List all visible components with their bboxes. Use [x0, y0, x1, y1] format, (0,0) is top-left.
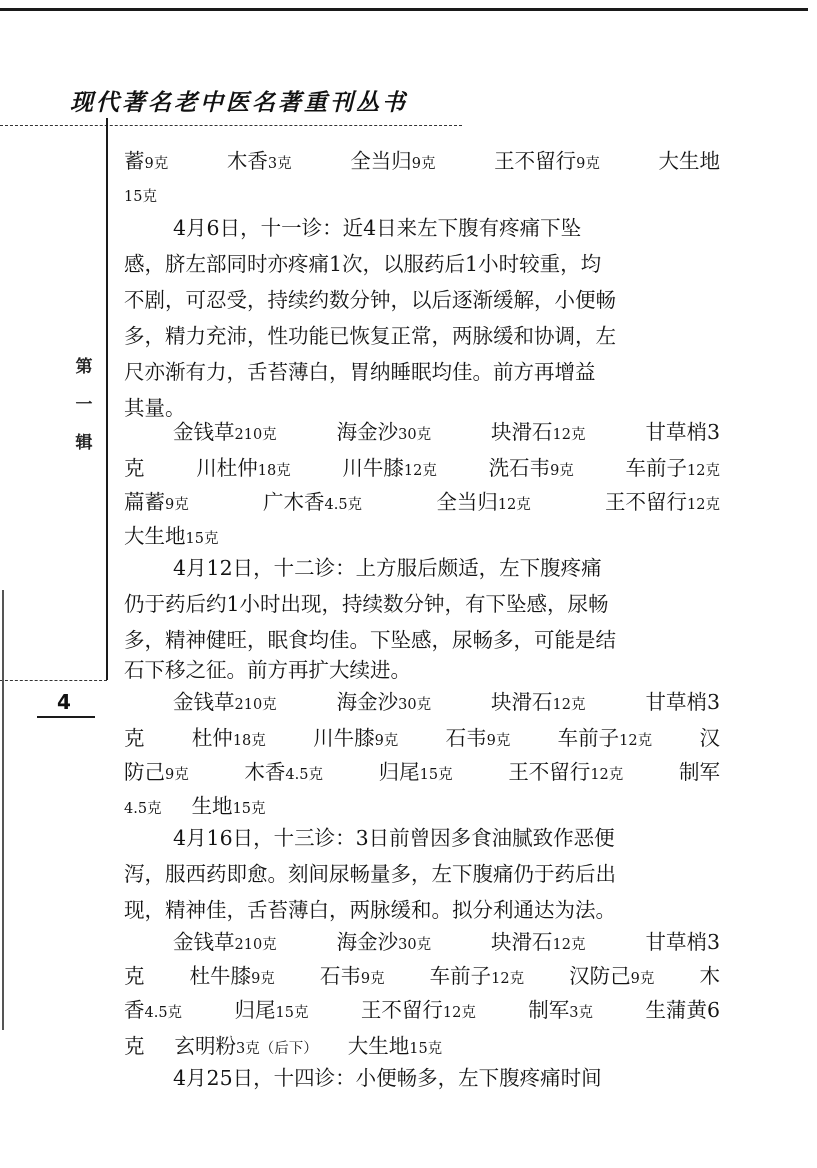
text-line	[124, 1028, 720, 1064]
text-line	[124, 652, 720, 688]
text-segment: 多，精神健旺，眠食均佳。下坠感，尿畅多，可能是结	[124, 628, 616, 652]
series-title: 现代著名老中医名著重刊丛书	[70, 89, 408, 116]
volume-label-char: 辑	[75, 433, 93, 453]
text-segment: 王不留行9克	[494, 149, 600, 173]
text-segment: 生蒲黄6	[645, 998, 720, 1022]
text-segment: 川牛膝12克	[342, 456, 437, 480]
text-segment: 木香4.5克	[244, 760, 323, 784]
margin-rule	[106, 126, 108, 680]
page-number-rule	[37, 716, 95, 718]
text-segment: 防己9克	[124, 760, 189, 784]
text-segment: 车前子12克	[429, 964, 525, 988]
text-segment: 木	[699, 964, 720, 988]
text-segment: 杜牛膝9克	[189, 964, 275, 988]
text-line	[124, 484, 720, 520]
text-segment: 不剧，可忍受，持续约数分钟，以后逐渐缓解，小便畅	[124, 288, 616, 312]
text-segment: 制军	[678, 760, 720, 784]
text-segment: 甘草梢3	[645, 420, 720, 444]
text-segment: 香4.5克	[124, 998, 183, 1022]
text-segment: 杜仲18克	[191, 726, 266, 750]
text-segment: 甘草梢3	[645, 690, 720, 714]
text-segment: 块滑石12克	[491, 690, 586, 714]
text-segment: 石下移之征。前方再扩大续进。	[124, 658, 411, 682]
text-line	[124, 720, 720, 756]
text-line	[124, 246, 720, 282]
text-segment: 克	[124, 964, 145, 988]
text-segment: 仍于药后约1小时出现，持续数分钟，有下坠感，尿畅	[124, 592, 609, 616]
text-segment: 川杜仲18克	[196, 456, 291, 480]
text-segment: 王不留行12克	[605, 490, 720, 514]
text-segment: 感，脐左部同时亦疼痛1次，以服药后1小时较重，均	[124, 252, 602, 276]
text-segment: 甘草梢3	[645, 930, 720, 954]
text-segment: 泻，服西药即愈。刻间尿畅量多，左下腹痛仍于药后出	[124, 862, 616, 886]
text-line	[124, 586, 720, 622]
text-line	[124, 754, 720, 790]
text-segment: 石韦9克	[319, 964, 385, 988]
text-line	[124, 282, 720, 318]
page-number: 4	[57, 690, 71, 714]
text-segment: 王不留行12克	[360, 998, 476, 1022]
page-edge	[2, 590, 4, 1030]
text-segment: 归尾15克	[234, 998, 309, 1022]
text-segment: 大生地	[658, 149, 720, 173]
text-segment: 海金沙30克	[336, 930, 432, 954]
text-segment: 金钱草210克	[173, 420, 277, 444]
text-segment: 4月25日，十四诊：小便畅多，左下腹疼痛时间	[173, 1066, 602, 1090]
dashed-divider-bottom	[0, 680, 107, 681]
text-segment: 大生地15克	[124, 524, 219, 548]
text-segment: 广木香4.5克	[263, 490, 363, 514]
text-line	[173, 550, 720, 586]
text-line	[124, 518, 720, 554]
text-segment: 木香3克	[226, 149, 292, 173]
text-segment: 全当归9克	[350, 149, 436, 173]
text-segment: 全当归12克	[436, 490, 531, 514]
volume-label	[72, 348, 96, 462]
text-segment: 4月12日，十二诊：上方服后颇适，左下腹疼痛	[173, 556, 602, 580]
text-segment: 尺亦渐有力，舌苔薄白，胃纳睡眠均佳。前方再增益	[124, 360, 596, 384]
text-segment: 海金沙30克	[336, 420, 432, 444]
text-line	[173, 924, 720, 960]
text-line	[173, 820, 720, 856]
text-line	[124, 958, 720, 994]
text-line	[173, 1060, 720, 1096]
text-segment: 现，精神佳，舌苔薄白，两脉缓和。拟分利通达为法。	[124, 898, 616, 922]
text-segment: 生地15克	[191, 794, 266, 818]
text-segment: 制军3克	[528, 998, 594, 1022]
text-line	[124, 318, 720, 354]
text-segment: 克	[124, 456, 145, 480]
text-segment: 萹蓄9克	[124, 490, 189, 514]
text-segment: 克	[124, 726, 145, 750]
text-segment: 4.5克	[124, 801, 162, 817]
text-segment: 多，精力充沛，性功能已恢复正常，两脉缓和协调，左	[124, 324, 616, 348]
text-segment: 块滑石12克	[491, 930, 586, 954]
text-segment: 其量。	[124, 396, 186, 420]
text-line	[124, 856, 720, 892]
text-line	[173, 210, 720, 246]
text-segment: 块滑石12克	[491, 420, 586, 444]
text-line	[124, 143, 720, 179]
text-line	[124, 354, 720, 390]
text-line	[124, 992, 720, 1028]
text-segment: 玄明粉3克（后下）	[174, 1034, 318, 1058]
text-segment: 川牛膝9克	[313, 726, 399, 750]
top-rule	[0, 8, 808, 11]
volume-label-char: 一	[75, 395, 93, 415]
text-segment: 15克	[124, 189, 157, 205]
text-segment: 车前子12克	[625, 456, 720, 480]
text-segment: 4月6日，十一诊：近4日来左下腹有疼痛下坠	[173, 216, 582, 240]
text-segment: 汉	[699, 726, 720, 750]
text-segment: 汉防己9克	[569, 964, 655, 988]
text-segment: 王不留行12克	[508, 760, 624, 784]
text-segment: 蓄9克	[124, 149, 169, 173]
text-segment: 4月16日，十三诊：3日前曾因多食油腻致作恶便	[173, 826, 615, 850]
text-segment: 海金沙30克	[336, 690, 432, 714]
text-line	[173, 414, 720, 450]
text-segment: 归尾15克	[378, 760, 453, 784]
dashed-divider-top	[0, 125, 462, 126]
text-line	[124, 450, 720, 486]
volume-label-char: 第	[75, 357, 93, 377]
text-segment: 洗石韦9克	[488, 456, 574, 480]
text-segment: 金钱草210克	[173, 690, 277, 714]
text-segment: 克	[124, 1034, 145, 1058]
text-segment: 大生地15克	[347, 1034, 443, 1058]
text-line	[173, 684, 720, 720]
text-segment: 石韦9克	[445, 726, 511, 750]
text-line	[124, 892, 720, 928]
text-segment: 金钱草210克	[173, 930, 277, 954]
text-segment: 车前子12克	[557, 726, 653, 750]
text-line	[124, 788, 720, 824]
